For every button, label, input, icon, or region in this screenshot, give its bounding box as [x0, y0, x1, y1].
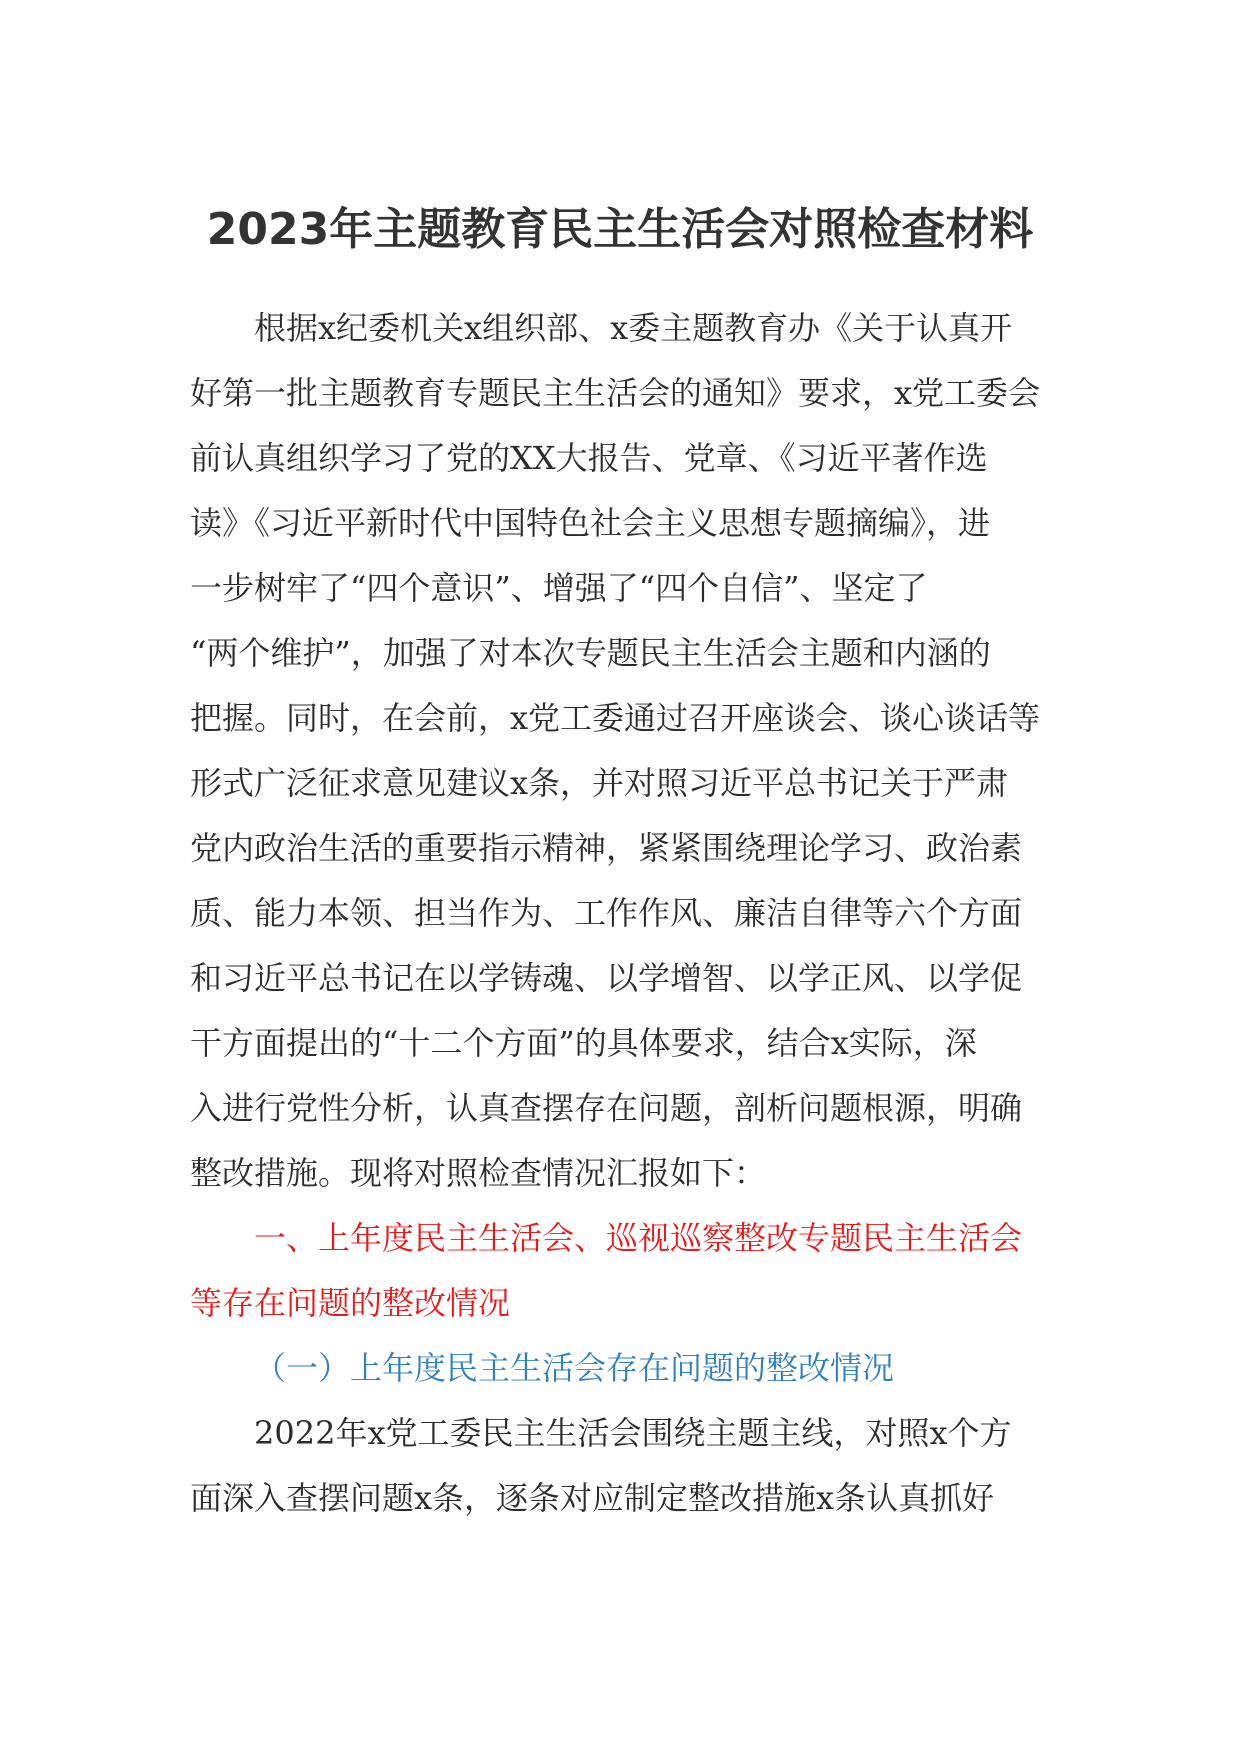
- paragraph-line: “两个维护”，加强了对本次专题民主生活会主题和内涵的: [190, 634, 991, 672]
- document-body: [190, 296, 1056, 1531]
- paragraph-line: 读》《习近平新时代中国特色社会主义思想专题摘编》，进: [190, 504, 991, 542]
- paragraph-line: 党内政治生活的重要指示精神，紧紧围绕理论学习、政治素: [190, 829, 1023, 867]
- section-heading-line: 一、上年度民主生活会、巡视巡察整改专题民主生活会: [254, 1219, 1023, 1257]
- paragraph-line: 和习近平总书记在以学铸魂、以学增智、以学正风、以学促: [190, 959, 1023, 997]
- intro-paragraph: [190, 296, 1056, 1206]
- paragraph-line: 好第一批主题教育专题民主生活会的通知》要求，x党工委会: [190, 374, 1041, 412]
- paragraph-line: 形式广泛征求意见建议x条，并对照习近平总书记关于严肃: [190, 764, 1009, 802]
- paragraph-line: 入进行党性分析，认真查摆存在问题，剖析问题根源，明确: [190, 1089, 1023, 1127]
- paragraph-line: 质、能力本领、担当作为、工作作风、廉洁自律等六个方面: [190, 894, 1023, 932]
- paragraph-line: 干方面提出的“十二个方面”的具体要求，结合x实际，深: [190, 1024, 977, 1062]
- section-heading-line: 等存在问题的整改情况: [190, 1284, 511, 1322]
- paragraph-line: 一步树牢了“四个意识”、增强了“四个自信”、坚定了: [190, 569, 928, 607]
- paragraph-line: 整改措施。现将对照检查情况汇报如下：: [190, 1154, 767, 1192]
- section-heading-1: [190, 1206, 1056, 1336]
- subsection-heading-1: （一）上年度民主生活会存在问题的整改情况: [254, 1349, 895, 1387]
- paragraph-line: 前认真组织学习了党的XX大报告、党章、《习近平著作选: [190, 439, 988, 477]
- paragraph-line: 根据x纪委机关x组织部、x委主题教育办《关于认真开: [254, 309, 1013, 347]
- paragraph-line: 面深入查摆问题x条，逐条对应制定整改措施x条认真抓好: [190, 1479, 995, 1517]
- document-title: 2023年主题教育民主生活会对照检查材料: [206, 204, 1034, 255]
- paragraph-line: 把握。同时，在会前，x党工委通过召开座谈会、谈心谈话等: [190, 699, 1041, 737]
- section-paragraph: [190, 1401, 1056, 1531]
- paragraph-line: 2022年x党工委民主生活会围绕主题主线，对照x个方: [254, 1414, 1012, 1452]
